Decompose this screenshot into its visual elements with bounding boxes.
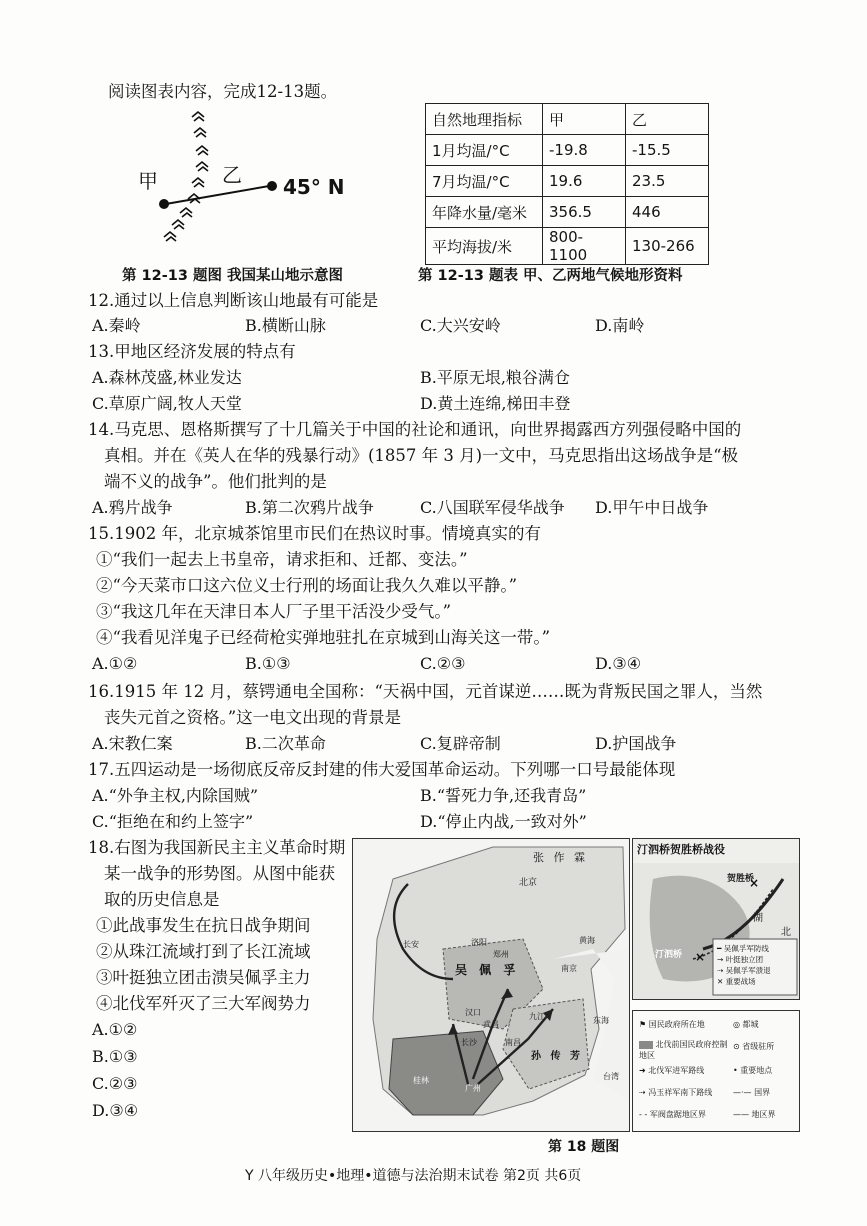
figure-caption: 第 12-13 题图 我国某山地示意图 bbox=[122, 268, 344, 284]
svg-text:×: × bbox=[749, 876, 760, 890]
question-16-line-2: 丧失元首之资格。”这一电文出现的背景是 bbox=[104, 708, 402, 727]
map-label: 九江 bbox=[529, 1012, 545, 1021]
table-cell: -15.5 bbox=[626, 135, 709, 166]
legend-text: 省级驻所 bbox=[742, 1042, 775, 1051]
statement-3: ③叶挺独立团击溃吴佩孚主力 bbox=[96, 968, 311, 987]
question-12-stem: 12.通过以上信息判断该山地最有可能是 bbox=[88, 291, 379, 310]
legend-text: 都城 bbox=[742, 1020, 759, 1029]
inset-legend-item: ⇢ 吴佩孚军溃退 bbox=[717, 966, 771, 975]
table-row bbox=[426, 228, 709, 265]
inset-legend-text: 吴佩孚军防线 bbox=[723, 944, 769, 953]
option-b: B.①③ bbox=[92, 1047, 138, 1066]
option-b: B.平原无垠,粮谷满仓 bbox=[420, 368, 570, 387]
map-legend bbox=[632, 1010, 800, 1132]
statement-4: ④“我看见洋鬼子已经荷枪实弹地驻扎在京城到山海关这一带。” bbox=[96, 628, 551, 647]
inset-label: 贺胜桥 bbox=[727, 874, 755, 884]
legend-item bbox=[639, 1087, 712, 1098]
inset-label: 北 bbox=[781, 927, 791, 938]
map-label: 台湾 bbox=[603, 1072, 619, 1081]
table-cell: 800-1100 bbox=[543, 228, 626, 265]
table-cell: 23.5 bbox=[626, 166, 709, 197]
inset-legend-text: 吴佩孚军溃退 bbox=[725, 966, 771, 975]
statement-1: ①“我们一起去上书皇帝，请求拒和、迁都、变法。” bbox=[96, 550, 468, 569]
inset-svg bbox=[633, 839, 799, 999]
statement-2: ②从珠江流域打到了长江流域 bbox=[96, 942, 311, 961]
table-caption: 第 12-13 题表 甲、乙两地气候地形资料 bbox=[418, 268, 683, 284]
option-b: B.二次革命 bbox=[245, 734, 326, 753]
legend-text: 重要地点 bbox=[740, 1066, 773, 1075]
legend-item bbox=[733, 1019, 759, 1030]
legend-item bbox=[733, 1109, 776, 1120]
inset-legend-item: → 叶挺独立团 bbox=[717, 955, 764, 964]
option-a: A.①② bbox=[92, 654, 138, 673]
option-d: D.③④ bbox=[92, 1101, 139, 1120]
table-row bbox=[426, 135, 709, 166]
map-label: 武昌 bbox=[483, 1020, 499, 1029]
region-line-icon: —— bbox=[733, 1110, 752, 1119]
option-c: C.草原广阔,牧人天堂 bbox=[92, 394, 242, 413]
option-b: B.横断山脉 bbox=[245, 316, 326, 335]
table-header-cell: 自然地理指标 bbox=[426, 104, 543, 135]
table-cell: 平均海拔/米 bbox=[426, 228, 543, 265]
table-cell: -19.8 bbox=[543, 135, 626, 166]
option-a: A.鸦片战争 bbox=[92, 498, 173, 517]
table-cell: 356.5 bbox=[543, 197, 626, 228]
option-d: D.甲午中日战争 bbox=[595, 498, 709, 517]
table-cell: 446 bbox=[626, 197, 709, 228]
map-label: 孙 传 芳 bbox=[531, 1051, 583, 1062]
legend-item bbox=[639, 1065, 704, 1076]
option-d: D.南岭 bbox=[595, 316, 645, 335]
option-c: C.“拒绝在和约上签字” bbox=[92, 812, 254, 831]
inset-legend-item: ✕ 重要战场 bbox=[717, 977, 756, 986]
reading-instruction: 阅读图表内容，完成12-13题。 bbox=[108, 82, 338, 101]
option-a: A.宋教仁案 bbox=[92, 734, 173, 753]
option-a: A.森林茂盛,林业发达 bbox=[92, 368, 242, 387]
battle-inset-map bbox=[632, 838, 800, 1000]
inset-label: 汀泗桥 bbox=[655, 950, 683, 960]
inset-legend-text: 重要战场 bbox=[725, 977, 756, 986]
option-c: C.②③ bbox=[420, 654, 466, 673]
legend-item bbox=[639, 1019, 705, 1030]
question-18-line-1: 18.右图为我国新民主主义革命时期 bbox=[88, 838, 346, 857]
latitude-label: 45° N bbox=[283, 175, 345, 199]
map-label: 广州 bbox=[465, 1084, 481, 1093]
question-18-line-3: 取的历史信息是 bbox=[104, 890, 220, 909]
legend-text: 国民政府所在地 bbox=[648, 1020, 705, 1029]
option-c: C.复辟帝制 bbox=[420, 734, 501, 753]
legend-text: 北伐军进军路线 bbox=[648, 1066, 705, 1075]
map-label: 郑州 bbox=[493, 950, 509, 959]
map-label: 南京 bbox=[561, 964, 577, 973]
option-a: A.“外争主权,内除国贼” bbox=[92, 786, 259, 805]
climate-table bbox=[425, 103, 709, 265]
inset-legend-item: ━ 吴佩孚军防线 bbox=[717, 944, 769, 953]
option-d: D.“停止内战,一致对外” bbox=[420, 812, 587, 831]
option-b: B.①③ bbox=[245, 654, 291, 673]
map-label: 桂林 bbox=[413, 1076, 429, 1085]
question-16-line-1: 16.1915 年 12 月，蔡锷通电全国称：“天祸中国，元首谋逆……既为背叛民国之罪人，当然 bbox=[88, 682, 763, 701]
statement-4: ④北伐军歼灭了三大军阀势力 bbox=[96, 994, 311, 1013]
map-label: 北京 bbox=[519, 878, 538, 888]
label-yi: 乙 bbox=[222, 163, 242, 187]
option-a: A.秦岭 bbox=[92, 316, 141, 335]
shaded-area-icon bbox=[639, 1041, 653, 1049]
page-footer: Y 八年级历史•地理•道德与法治期末试卷 第2页 共6页 bbox=[245, 1168, 582, 1184]
dot-icon: • bbox=[733, 1066, 741, 1075]
option-d: D.护国战争 bbox=[595, 734, 677, 753]
table-cell: 年降水量/毫米 bbox=[426, 197, 543, 228]
statement-2: ②“今天菜市口这六位义士行刑的场面让我久久难以平静。” bbox=[96, 576, 518, 595]
northern-expedition-map bbox=[352, 838, 630, 1132]
question-18-line-2: 某一战争的形势图。从图中能获 bbox=[104, 864, 335, 883]
legend-text: 军阀盘踞地区界 bbox=[649, 1110, 706, 1119]
inset-legend-text: 叶挺独立团 bbox=[725, 955, 764, 964]
option-c: C.八国联军侵华战争 bbox=[420, 498, 565, 517]
route-arrow-icon: ➜ bbox=[639, 1066, 649, 1075]
question-14-line-3: 端不义的战争”。他们批判的是 bbox=[104, 472, 327, 491]
legend-item bbox=[639, 1039, 729, 1061]
legend-text: 冯玉祥军南下路线 bbox=[648, 1088, 713, 1097]
legend-text: 国界 bbox=[754, 1088, 771, 1097]
option-b: B.“誓死力争,还我青岛” bbox=[420, 786, 587, 805]
map-label: 汉口 bbox=[465, 1008, 481, 1017]
legend-text: 地区界 bbox=[751, 1110, 776, 1119]
legend-item bbox=[733, 1087, 770, 1098]
option-c: C.②③ bbox=[92, 1074, 138, 1093]
option-a: A.①② bbox=[92, 1020, 138, 1039]
map-label: 洛阳 bbox=[471, 938, 487, 947]
flag-icon: ⚑ bbox=[639, 1020, 649, 1029]
map-caption: 第 18 题图 bbox=[548, 1139, 620, 1155]
table-cell: 7月均温/°C bbox=[426, 166, 543, 197]
question-17-stem: 17.五四运动是一场彻底反帝反封建的伟大爱国革命运动。下列哪一口号最能体现 bbox=[88, 760, 676, 779]
statement-1: ①此战事发生在抗日战争期间 bbox=[96, 916, 311, 935]
svg-text:×: × bbox=[695, 950, 706, 964]
inset-legend bbox=[717, 943, 771, 987]
question-13-stem: 13.甲地区经济发展的特点有 bbox=[88, 342, 296, 361]
legend-item bbox=[733, 1041, 774, 1052]
legend-item bbox=[733, 1065, 772, 1076]
route-arrow-icon: ⇢ bbox=[639, 1088, 649, 1097]
mountain-sketch-figure bbox=[130, 105, 360, 255]
province-seat-icon: ⊙ bbox=[733, 1042, 743, 1051]
question-15-stem: 15.1902 年，北京城茶馆里市民们在热议时事。情境真实的有 bbox=[88, 524, 541, 543]
map-label: 东海 bbox=[593, 1016, 609, 1025]
capital-icon: ◎ bbox=[733, 1020, 743, 1029]
map-label: 南昌 bbox=[505, 1038, 521, 1047]
table-header-cell: 乙 bbox=[626, 104, 709, 135]
table-cell: 130-266 bbox=[626, 228, 709, 265]
label-jia: 甲 bbox=[138, 169, 158, 193]
legend-item bbox=[639, 1109, 706, 1120]
map-label: 张 作 霖 bbox=[533, 851, 588, 864]
border-line-icon: —·— bbox=[733, 1088, 755, 1097]
option-d: D.黄土连绵,梯田丰登 bbox=[420, 394, 571, 413]
table-header-row bbox=[426, 104, 709, 135]
map-label: 黄海 bbox=[579, 936, 595, 945]
map-label: 长沙 bbox=[461, 1038, 477, 1047]
option-c: C.大兴安岭 bbox=[420, 316, 501, 335]
table-cell: 19.6 bbox=[543, 166, 626, 197]
inset-title: 汀泗桥贺胜桥战役 bbox=[637, 843, 725, 856]
table-header-cell: 甲 bbox=[543, 104, 626, 135]
map-label: 吴 佩 孚 bbox=[455, 963, 520, 977]
table-row bbox=[426, 197, 709, 228]
option-d: D.③④ bbox=[595, 654, 642, 673]
statement-3: ③“我这几年在天津日本人厂子里干活没少受气。” bbox=[96, 602, 452, 621]
inset-label: 湖 bbox=[753, 913, 763, 924]
map-label: 长安 bbox=[403, 940, 419, 949]
table-cell: 1月均温/°C bbox=[426, 135, 543, 166]
map-svg bbox=[353, 839, 629, 1131]
legend-text: 北伐前国民政府控制地区 bbox=[639, 1040, 728, 1060]
table-row bbox=[426, 166, 709, 197]
question-14-line-2: 真相。并在《英人在华的残暴行动》(1857 年 3 月)一文中，马克思指出这场战争是“极 bbox=[104, 446, 739, 465]
dashed-line-icon: - - bbox=[639, 1110, 650, 1119]
option-b: B.第二次鸦片战争 bbox=[245, 498, 374, 517]
question-14-line-1: 14.马克思、恩格斯撰写了十几篇关于中国的社论和通讯，向世界揭露西方列强侵略中国的 bbox=[88, 420, 742, 439]
